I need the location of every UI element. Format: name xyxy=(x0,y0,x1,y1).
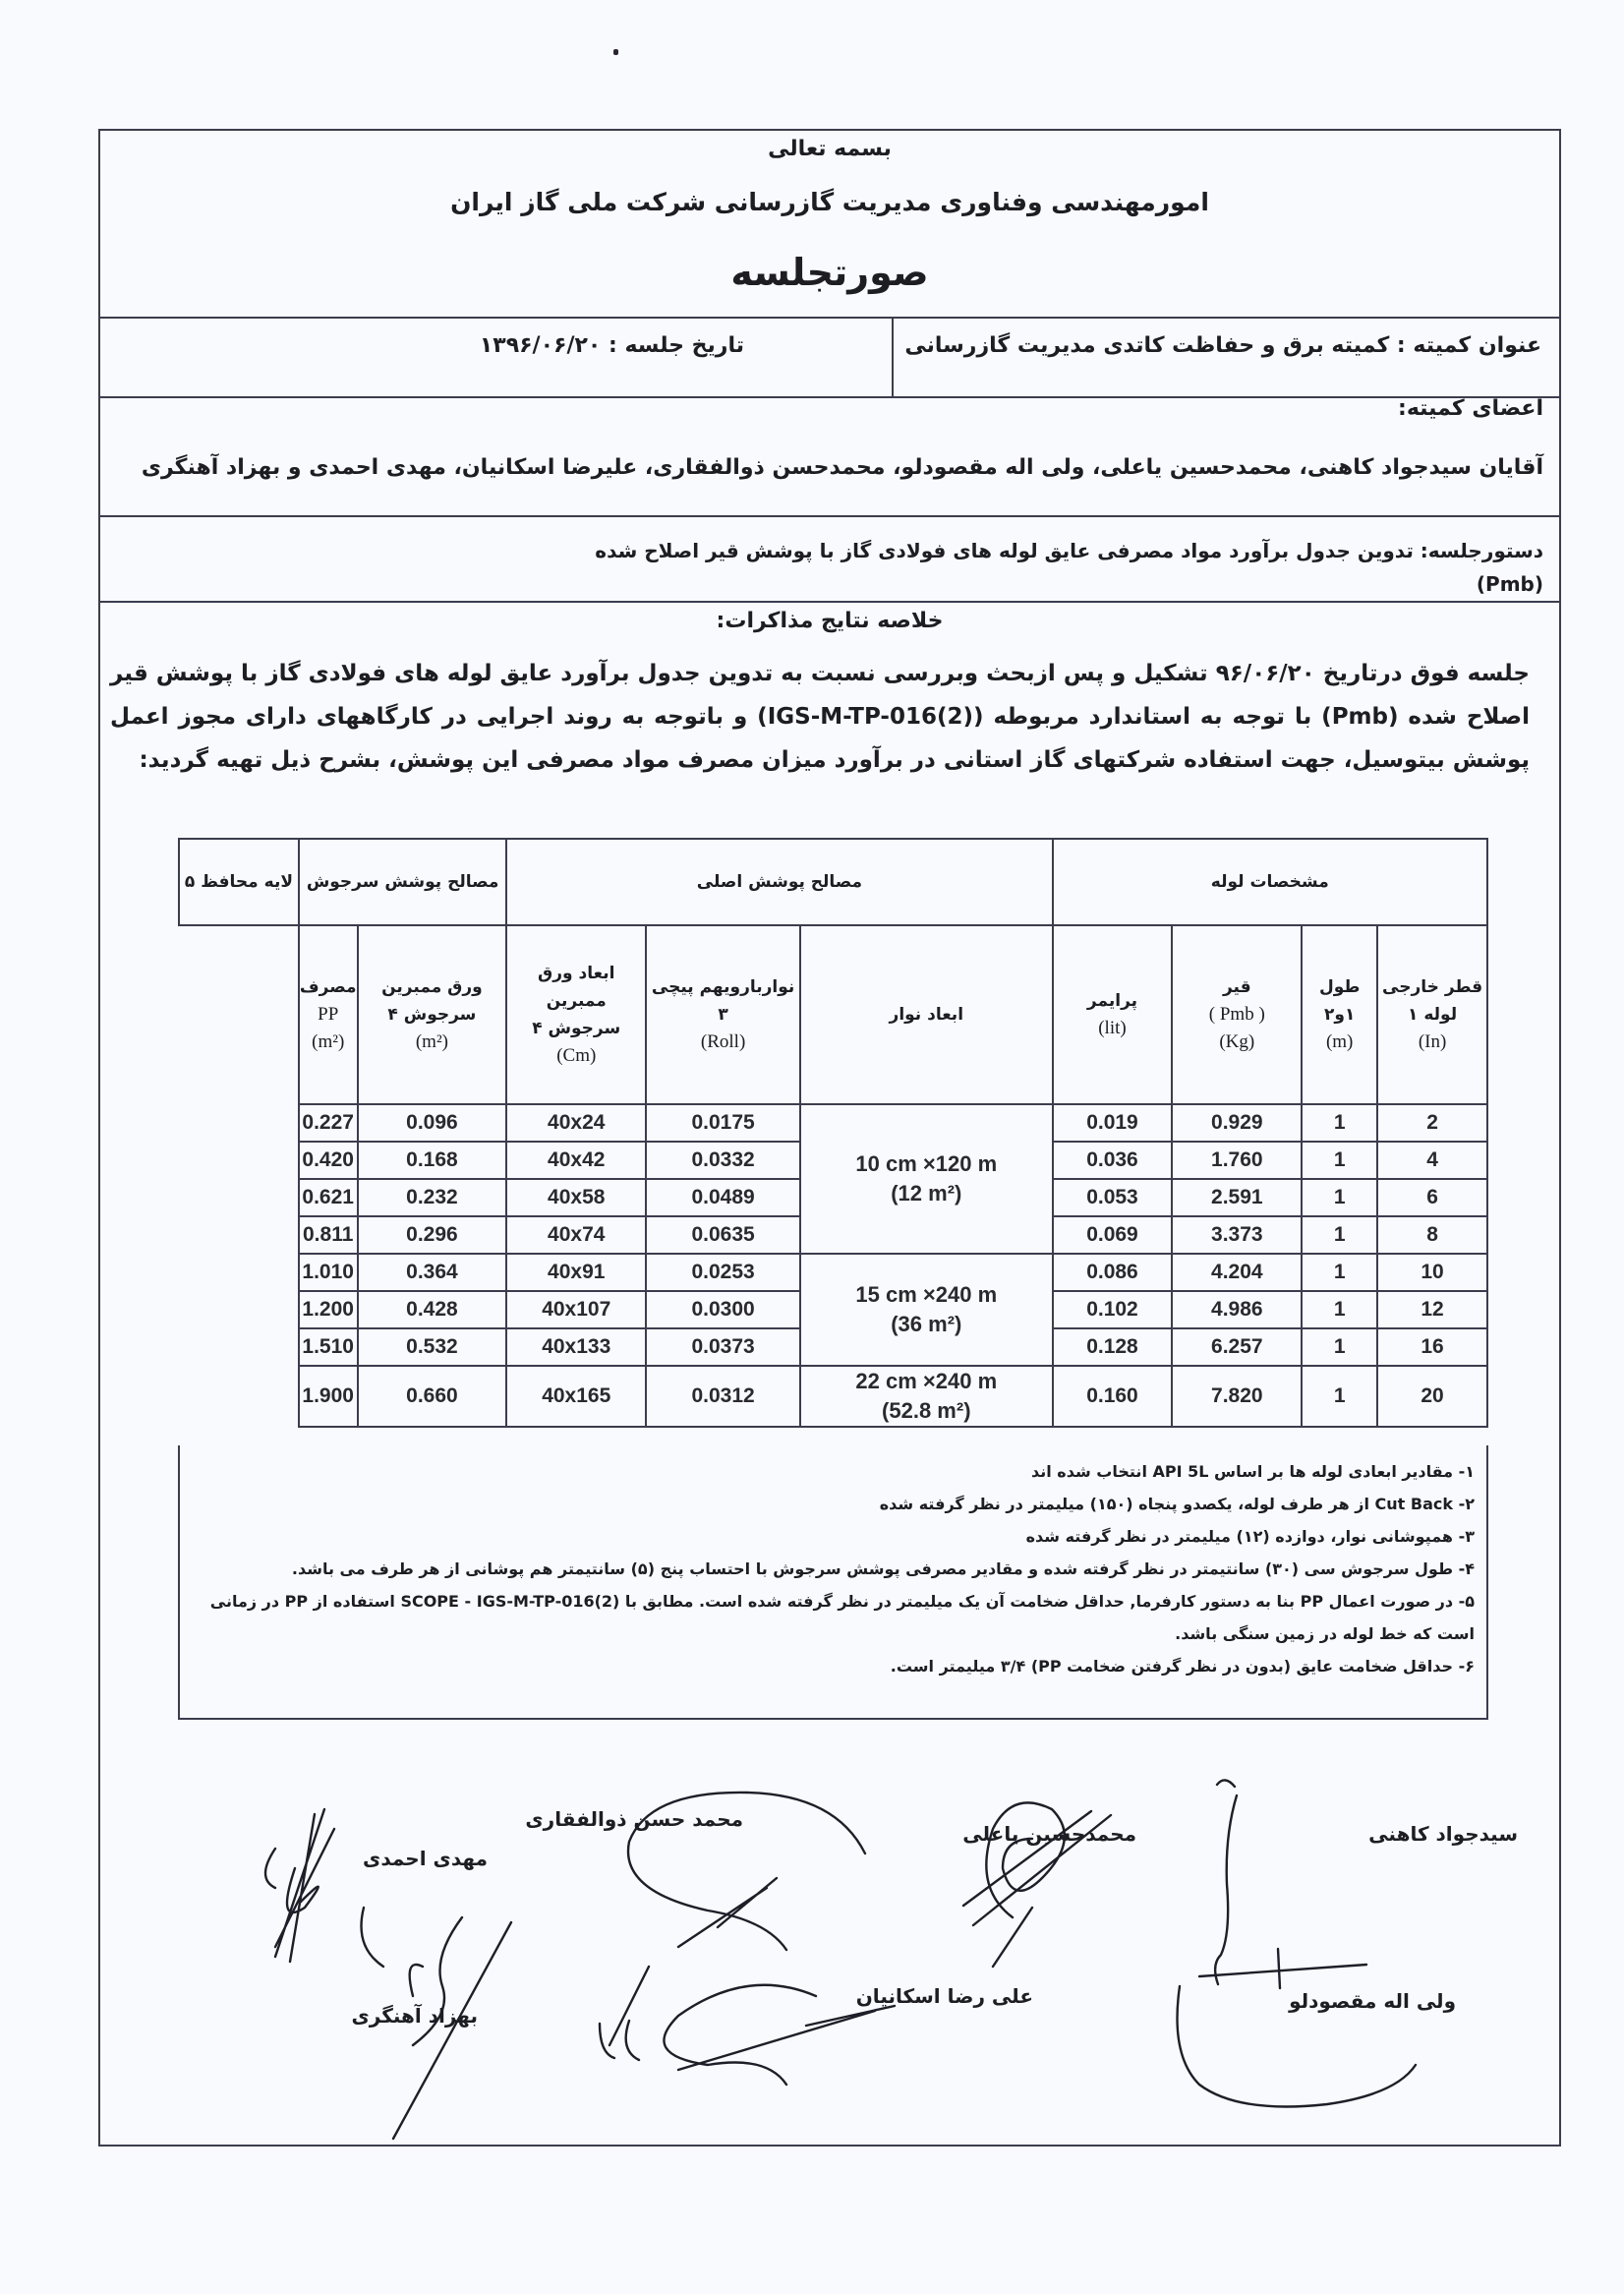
cell-overlap-tape: 0.0300 xyxy=(646,1291,800,1328)
col-membrane-dims xyxy=(506,925,646,1104)
cell-overlap-tape: 0.0332 xyxy=(646,1142,800,1179)
meeting-date: تاریخ جلسه : ۱۳۹۶/۰۶/۲۰ xyxy=(479,333,744,358)
cell-length: 1 xyxy=(1302,1291,1377,1328)
col-label: ابعاد نوار xyxy=(889,1005,964,1025)
signatory-name: سیدجواد کاهنی xyxy=(1368,1822,1518,1846)
col-unit: (Cm) xyxy=(556,1045,597,1066)
cell-membrane-area: 0.296 xyxy=(358,1216,507,1254)
col-unit: (In) xyxy=(1418,1031,1447,1052)
col-unit: (Roll) xyxy=(700,1031,746,1052)
col-label: قطر خارجی لوله ۱ xyxy=(1382,977,1483,1025)
cell-overlap-tape: 0.0635 xyxy=(646,1216,800,1254)
cell-membrane-dims: 40x165 xyxy=(506,1366,646,1427)
minutes-document xyxy=(98,129,1561,2147)
cell-pp-usage: 0.811 xyxy=(299,1216,358,1254)
cell-pp-usage: 1.200 xyxy=(299,1291,358,1328)
divider xyxy=(100,515,1559,517)
cell-outer-diameter: 20 xyxy=(1377,1366,1487,1427)
footnote: ۱- مقادیر ابعادی لوله ها بر اساس API 5L انتخاب شده اند xyxy=(1030,1462,1475,1481)
cell-bitumen: 2.591 xyxy=(1172,1179,1302,1216)
tape-dims: 10 cm ×120 m xyxy=(855,1151,998,1176)
cell-length: 1 xyxy=(1302,1179,1377,1216)
signatory-name: محمد حسن ذوالفقاری xyxy=(525,1807,743,1831)
col-pp-usage xyxy=(299,925,358,1104)
cell-membrane-area: 0.660 xyxy=(358,1366,507,1427)
cell-membrane-dims: 40x91 xyxy=(506,1254,646,1291)
col-label: قیر xyxy=(1222,977,1251,997)
tape-area: (52.8 m²) xyxy=(882,1398,971,1423)
committee-title: عنوان کمیته : کمیته برق و حفاظت کاتدی مدیریت گازرسانی xyxy=(904,333,1541,358)
table-group-header-row xyxy=(179,839,1487,925)
col-overlap-tape xyxy=(646,925,800,1104)
cell-membrane-dims: 40x58 xyxy=(506,1179,646,1216)
summary-body: جلسه فوق درتاریخ ۹۶/۰۶/۲۰ تشکیل و پس ازبحث وبررسی نسبت به تدوین جدول برآورد عایق لوله های فولادی گاز با پوشش قیر اصلاح شده (Pmb) با توجه به استاندارد مربوطه (IGS-M-TP-016(2)) و باتوجه به روند اجرایی در کارگاههای دارای مجوز اعمل پوشش بیتوسیل، جهت استفاده شرکتهای گاز استانی در برآورد میزان مصرف مواد مصرفی این پوشش، بشرح ذیل تهیه گردید: xyxy=(110,661,1530,773)
cell-membrane-area: 0.168 xyxy=(358,1142,507,1179)
col-bitumen xyxy=(1172,925,1302,1104)
cell-pp-usage: 1.010 xyxy=(299,1254,358,1291)
footnote: ۶- حداقل ضخامت عایق (بدون در نظر گرفتن ضخامت PP) ۳/۴ میلیمتر است. xyxy=(890,1657,1475,1676)
tape-area: (36 m²) xyxy=(891,1312,962,1336)
divider xyxy=(100,396,1559,398)
signatory-name: ولی اله مقصودلو xyxy=(1289,1989,1456,2013)
cell-membrane-area: 0.232 xyxy=(358,1179,507,1216)
document-title: صورتجلسه xyxy=(730,251,929,294)
divider xyxy=(100,317,1559,319)
summary-title: خلاصه نتایج مذاکرات: xyxy=(716,609,944,633)
table-row xyxy=(179,1104,1487,1142)
cell-overlap-tape: 0.0312 xyxy=(646,1366,800,1427)
cell-length: 1 xyxy=(1302,1328,1377,1366)
tape-area: (12 m²) xyxy=(891,1181,962,1206)
cell-membrane-area: 0.364 xyxy=(358,1254,507,1291)
table-row xyxy=(179,1366,1487,1427)
group-joint-coating: مصالح پوشش سرجوش xyxy=(299,839,506,925)
cell-bitumen: 1.760 xyxy=(1172,1142,1302,1179)
cell-tape-dims xyxy=(800,1254,1053,1366)
members-list: آقایان سیدجواد کاهنی، محمدحسین یاعلی، ولی اله مقصودلو، محمدحسن ذوالفقاری، علیرضا اسکانیان، مهدی احمدی و بهزاد آهنگری xyxy=(141,455,1543,480)
col-length xyxy=(1302,925,1377,1104)
col-unit: (m²) xyxy=(312,1031,345,1052)
col-unit: (lit) xyxy=(1098,1018,1127,1038)
table-column-header-row xyxy=(179,925,1487,1104)
col-unit: (Kg) xyxy=(1219,1031,1255,1052)
col-unit: (m²) xyxy=(415,1031,448,1052)
col-label: ورق ممبرین سرجوش ۴ xyxy=(381,977,483,1025)
col-tape-dims xyxy=(800,925,1053,1104)
organization-name: امورمهندسی وفناوری مدیریت گازرسانی شرکت ملی گاز ایران xyxy=(450,188,1209,216)
col-label: پرایمر xyxy=(1086,991,1138,1011)
bismillah-heading: بسمه تعالی xyxy=(768,137,892,161)
footnote: ۲- Cut Back از هر طرف لوله، یکصدو پنجاه (۱۵۰) میلیمتر در نظر گرفته شده xyxy=(879,1495,1475,1513)
table-body xyxy=(179,1104,1487,1427)
cell-outer-diameter: 4 xyxy=(1377,1142,1487,1179)
divider xyxy=(892,317,894,396)
cell-pp-usage: 0.621 xyxy=(299,1179,358,1216)
agenda: دستورجلسه: تدوین جدول برآورد مواد مصرفی عایق لوله های فولادی گاز با پوشش قیر اصلاح شده (Pmb) xyxy=(595,539,1543,596)
tape-dims: 15 cm ×240 m xyxy=(855,1282,998,1307)
cell-primer: 0.086 xyxy=(1053,1254,1173,1291)
cell-membrane-area: 0.096 xyxy=(358,1104,507,1142)
table-row xyxy=(179,1254,1487,1291)
cell-bitumen: 0.929 xyxy=(1172,1104,1302,1142)
footnote: ۳- همپوشانی نوار، دوازده (۱۲) میلیمتر در نظر گرفته شده xyxy=(1025,1527,1475,1546)
tape-dims: 22 cm ×240 m xyxy=(855,1369,998,1393)
scan-speck xyxy=(613,49,618,55)
col-primer xyxy=(1053,925,1173,1104)
cell-outer-diameter: 8 xyxy=(1377,1216,1487,1254)
cell-outer-diameter: 2 xyxy=(1377,1104,1487,1142)
footnotes xyxy=(178,1445,1488,1720)
cell-outer-diameter: 12 xyxy=(1377,1291,1487,1328)
cell-length: 1 xyxy=(1302,1366,1377,1427)
cell-overlap-tape: 0.0489 xyxy=(646,1179,800,1216)
group-protective-layer: لایه محافظ ۵ xyxy=(179,839,299,925)
col-membrane-sheet xyxy=(358,925,507,1104)
col-unit: PP xyxy=(318,1004,339,1025)
cell-membrane-dims: 40x24 xyxy=(506,1104,646,1142)
cell-primer: 0.053 xyxy=(1053,1179,1173,1216)
group-pipe-specs: مشخصات لوله xyxy=(1053,839,1487,925)
cell-primer: 0.036 xyxy=(1053,1142,1173,1179)
cell-pp-usage: 0.227 xyxy=(299,1104,358,1142)
col-label: ابعاد ورق ممبرین سرجوش ۴ xyxy=(532,964,621,1038)
cell-primer: 0.069 xyxy=(1053,1216,1173,1254)
cell-membrane-area: 0.532 xyxy=(358,1328,507,1366)
col-label: طول ۱و۲ xyxy=(1318,977,1361,1025)
cell-outer-diameter: 16 xyxy=(1377,1328,1487,1366)
col-label: نواربارویهم پیچی ۳ xyxy=(651,977,795,1025)
cell-membrane-dims: 40x74 xyxy=(506,1216,646,1254)
signatory-name: محمدحسین یاعلی xyxy=(962,1822,1136,1846)
cell-outer-diameter: 10 xyxy=(1377,1254,1487,1291)
cell-length: 1 xyxy=(1302,1104,1377,1142)
footnote: ۵- در صورت اعمال PP بنا به دستور کارفرما, حداقل ضخامت آن یک میلیمتر در نظر گرفته شده است. مطابق با SCOPE - IGS-M-TP-016(2) استفاده از PP در زمانی است که خط لوله در زمین سنگی باشد. xyxy=(209,1592,1475,1643)
cell-overlap-tape: 0.0253 xyxy=(646,1254,800,1291)
cell-pp-usage: 1.510 xyxy=(299,1328,358,1366)
col-unit: ( Pmb ) xyxy=(1208,1004,1265,1025)
group-main-coating: مصالح پوشش اصلی xyxy=(506,839,1052,925)
cell-length: 1 xyxy=(1302,1216,1377,1254)
signatory-name: مهدی احمدی xyxy=(363,1847,488,1870)
cell-primer: 0.128 xyxy=(1053,1328,1173,1366)
signatory-name: علی رضا اسکانیان xyxy=(855,1984,1033,2008)
cell-membrane-dims: 40x133 xyxy=(506,1328,646,1366)
cell-primer: 0.019 xyxy=(1053,1104,1173,1142)
coating-estimate-table xyxy=(178,838,1488,1428)
cell-primer: 0.160 xyxy=(1053,1366,1173,1427)
cell-overlap-tape: 0.0373 xyxy=(646,1328,800,1366)
divider xyxy=(100,601,1559,603)
col-label: مصرف xyxy=(299,977,357,997)
cell-length: 1 xyxy=(1302,1254,1377,1291)
footnote: ۴- طول سرجوش سی (۳۰) سانتیمتر در نظر گرفته شده و مقادیر مصرفی پوشش سرجوش با احتساب پنج (۵) سانتیمتر هم پوشانی از هر طرف می باشد. xyxy=(291,1559,1475,1578)
cell-bitumen: 4.204 xyxy=(1172,1254,1302,1291)
members-label: اعضای کمیته: xyxy=(1398,396,1543,421)
cell-length: 1 xyxy=(1302,1142,1377,1179)
cell-overlap-tape: 0.0175 xyxy=(646,1104,800,1142)
signatory-name: بهزاد آهنگری xyxy=(351,2004,478,2028)
cell-pp-usage: 1.900 xyxy=(299,1366,358,1427)
cell-membrane-dims: 40x107 xyxy=(506,1291,646,1328)
cell-bitumen: 3.373 xyxy=(1172,1216,1302,1254)
cell-membrane-dims: 40x42 xyxy=(506,1142,646,1179)
cell-pp-usage: 0.420 xyxy=(299,1142,358,1179)
cell-bitumen: 4.986 xyxy=(1172,1291,1302,1328)
cell-outer-diameter: 6 xyxy=(1377,1179,1487,1216)
cell-primer: 0.102 xyxy=(1053,1291,1173,1328)
cell-tape-dims xyxy=(800,1104,1053,1254)
col-outer-diameter xyxy=(1377,925,1487,1104)
cell-bitumen: 6.257 xyxy=(1172,1328,1302,1366)
cell-tape-dims xyxy=(800,1366,1053,1427)
col-unit: (m) xyxy=(1325,1031,1354,1052)
cell-bitumen: 7.820 xyxy=(1172,1366,1302,1427)
cell-membrane-area: 0.428 xyxy=(358,1291,507,1328)
